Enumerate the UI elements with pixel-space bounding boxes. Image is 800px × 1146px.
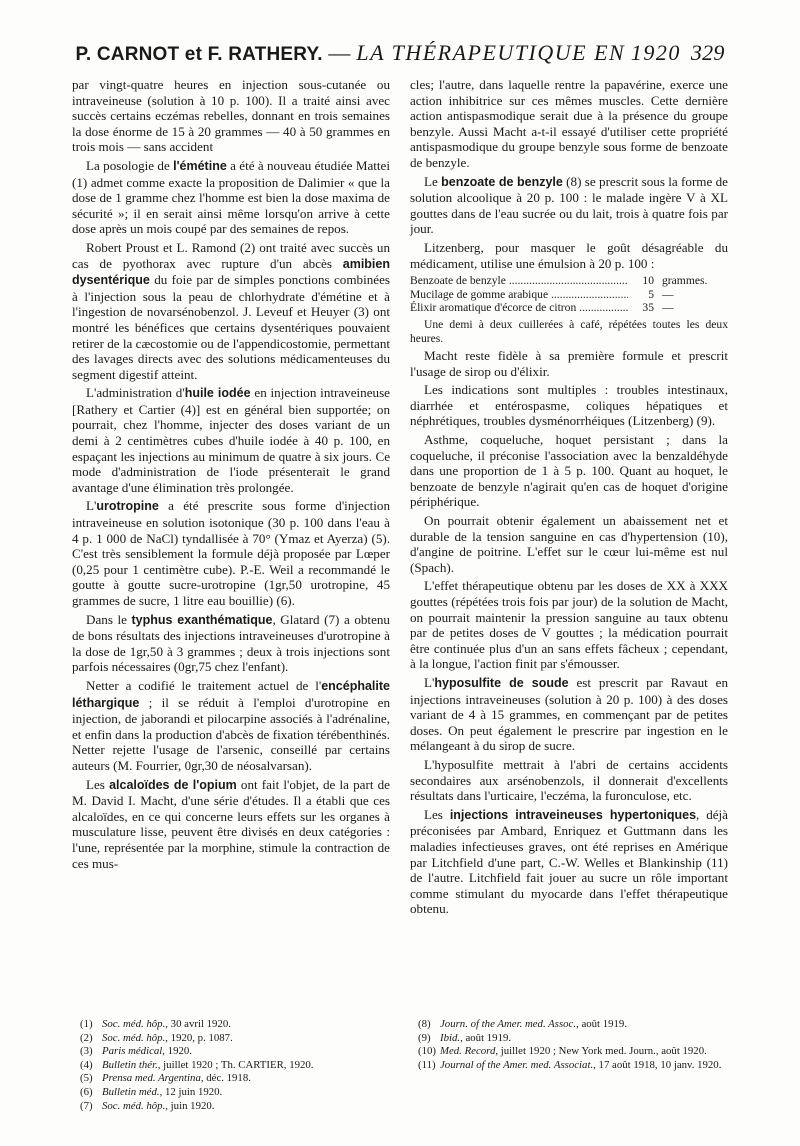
paragraph: Asthme, coqueluche, hoquet persistant ; dans la coqueluche, il préconise l'association avec la benzaldéhyde dans une proportion de 1 à 5 p. 100. Quant au hoquet, le benzoate de benzyle n'agirait qu'en cas de hoquet d'origine périphérique. xyxy=(410,432,728,510)
footnote: (3) Paris médical, 1920. xyxy=(80,1045,192,1058)
footnote: (8) Journ. of the Amer. med. Assoc., août 1919. xyxy=(418,1018,628,1030)
paragraph: Netter a codifié le traitement actuel de l'encéphalite léthargique ; il se réduit à l'emploi d'urotropine en injection, de jaborandi et pilocarpine associés à l'adrénaline, et enfin dans la production d'abcès de fixation térébenthinés. Netter rejette l'usage de l'arsenic, conseillé par certains auteurs (M. Fourrier, 0gr,30 de néosalvarsan). xyxy=(72,677,390,773)
recipe-unit: — xyxy=(662,287,674,301)
recipe-row xyxy=(410,274,728,288)
paragraph: Les injections intraveineuses hypertoniques, déjà préconisées par Ambard, Enriquez et Guttmann dans les maladies infectieuses graves, ont été reprises en Amérique par Litchfield d'une part, C.-W. Welles et Blankinship (11) de l'autre. Litchfield fait jouer au sucre un rôle important comme stimulant du myocarde dans l'effet thérapeutique obtenu. xyxy=(410,806,728,917)
paragraph: On pourrait obtenir également un abaissement net et durable de la tension sanguine en cas d'hypertension (10), d'angine de poitrine. L'effet sur le cœur lui-même est nul (Spach). xyxy=(410,513,728,575)
keyword: amibien dysentérique xyxy=(72,256,390,288)
recipe-table xyxy=(410,274,728,315)
footnote: (5) Prensa med. Argentina, déc. 1918. xyxy=(80,1072,251,1085)
paragraph: Le benzoate de benzyle (8) se prescrit sous la forme de solution alcoolique à 20 p. 100 : le malade ingère V à XL gouttes dans de l'eau sucrée ou du lait, trois à quatre fois par jour. xyxy=(410,173,728,237)
keyword: urotropine xyxy=(96,499,159,514)
footnote: (6) Bulletin méd., 12 juin 1920. xyxy=(80,1085,223,1098)
footnote: (2) Soc. méd. hôp., 1920, p. 1087. xyxy=(80,1031,233,1044)
running-head-year: 1920 xyxy=(630,40,681,65)
recipe-unit: — xyxy=(662,301,674,315)
paragraph: L'hyposulfite mettrait à l'abri de certains accidents secondaires aux arsénobenzols, il donnerait d'excellents résultats dans l'urticaire, l'eczéma, la furonculose, etc. xyxy=(410,756,728,804)
paragraph: Macht reste fidèle à sa première formule et prescrit l'usage de sirop ou d'élixir. xyxy=(410,348,728,379)
page-number: 329 xyxy=(690,40,725,65)
recipe-quantity: 10 xyxy=(642,274,654,288)
recipe-quantity: 35 xyxy=(642,301,654,315)
recipe-ingredient: Benzoate de benzyle ..... xyxy=(410,274,628,288)
paragraph: Dans le typhus exanthématique, Glatard (7) a obtenu de bons résultats des injections intraveineuses d'urotropine à la dose de 1gr,50 à 3 grammes ; deux à trois injections sont parfois nécessaires (0gr,75 chez l'enfant). xyxy=(72,611,390,675)
paragraph: L'urotropine a été prescrite sous forme d'injection intraveineuse en solution isotonique (30 p. 100 dans l'eau à 4 p. 1 000 de NaCl) tyndallisée à 70° (Ymaz et Ayerza) (5). C'est très sensiblement la formule déjà proposée par Lœper (0,25 pour 1 centimètre cube). P.-E. Weil a recommandé le goutte à goutte sucre-urotropine (1gr,50 urotropine, 45 grammes de sucre, 1 litre eau bouillie) (6). xyxy=(72,498,390,608)
recipe-ingredient: Élixir aromatique d'écorce de citron ..... xyxy=(410,301,628,315)
footnote: (4) Bulletin thér., juillet 1920 ; Th. CARTIER, 1920. xyxy=(80,1058,314,1071)
paragraph: cles; l'autre, dans laquelle rentre la papavérine, exerce une action inhibitrice sur ces mêmes muscles. Cette dernière action antispasmodique serait due à la présence du groupe benzyle. Aussi Macht a-t-il essayé d'utiliser cette propriété antispasmodique du groupe benzyle sous forme de benzoate de benzyle. xyxy=(410,77,728,170)
footnotes-left xyxy=(80,1018,380,1113)
footnote: (11) Journal of the Amer. med. Associat., 17 août 1918, 10 janv. 1920. xyxy=(418,1058,722,1071)
keyword: huile iodée xyxy=(184,386,251,401)
keyword: injections intraveineuses hypertoniques xyxy=(449,807,697,822)
right-column xyxy=(410,77,728,920)
footnote: (1) Soc. méd. hôp., 30 avril 1920. xyxy=(80,1018,231,1030)
paragraph: Les alcaloïdes de l'opium ont fait l'objet, de la part de M. David I. Macht, d'une série d'études. Il a établi que ces alcaloïdes, en ce qui concerne leurs effets sur les organes à musculature lisse, peuvent être divisés en deux catégories : l'une, représentée par la morphine, stimule la contraction de ces mus- xyxy=(72,776,390,871)
paragraph: La posologie de l'émétine a été à nouveau étudiée Mattei (1) admet comme exacte la proposition de Dalimier « que la dose de 1 gramme chez l'homme est bien la dose maxima de sécurité »; il en serait ainsi même lorsqu'on arrive à cette dose après un mois coupé par des semaines de repos. xyxy=(72,157,391,237)
recipe-unit: grammes. xyxy=(662,274,708,288)
footnotes-right xyxy=(418,1018,758,1072)
keyword: alcaloïdes de l'opium xyxy=(109,777,237,792)
footnote: (10) Med. Record, juillet 1920 ; New York med. Journ., août 1920. xyxy=(418,1045,707,1058)
paragraph: Les indications sont multiples : troubles intestinaux, diarrhée et entérospasme, coliques hépatiques et néphrétiques, troubles dysménorrhéiques (Litzenberg) (9). xyxy=(410,382,728,429)
keyword: benzoate de benzyle xyxy=(441,174,563,189)
left-column xyxy=(72,77,390,874)
running-head-authors: P. CARNOT et F. RATHERY. xyxy=(75,44,323,65)
keyword: l'émétine xyxy=(173,158,227,173)
paragraph: L'administration d'huile iodée en injection intraveineuse [Rathery et Cartier (4)] est en général bien supportée; on pourrait, chez l'homme, injecter des doses variant de un demi à 2 centimètres cubes d'huile iodée à 40 p. 100, en espaçant les injections au minimum de quatre à six jours. Ce mode d'administration de l'iode présenterait le grand avantage d'une élimination très prolongée. xyxy=(72,385,390,495)
keyword: hyposulfite de soude xyxy=(434,675,569,690)
paragraph: L'hyposulfite de soude est prescrit par Ravaut en injections intraveineuses (solution à 20 p. 100) à des doses variant de 4 à 15 grammes, en commençant par de petites doses. On peut également le prescrire par ingestion en le mélangeant à du sirop de sucre. xyxy=(410,674,729,754)
running-head-title: LA THÉRAPEUTIQUE EN xyxy=(356,40,626,65)
recipe-ingredient: Mucilage de gomme arabique ..... xyxy=(410,288,628,302)
recipe-note: Une demi à deux cuillerées à café, répétées toutes les deux heures. xyxy=(410,317,728,345)
paragraph: Litzenberg, pour masquer le goût désagréable du médicament, utilise une émulsion à 20 p. 100 : xyxy=(410,239,728,271)
footnote: (7) Soc. méd. hôp., juin 1920. xyxy=(80,1099,215,1112)
recipe-row xyxy=(410,301,728,315)
recipe-quantity: 5 xyxy=(648,287,654,301)
paragraph: par vingt-quatre heures en injection sous-cutanée ou intraveineuse (solution à 10 p. 100). Il a traité ainsi avec succès certains eczémas rebelles, donnant en trois semaines la dose énorme de 15 à 20 grammes — 40 à 50 grammes en trois mois — sans accident xyxy=(72,77,390,155)
paragraph: L'effet thérapeutique obtenu par les doses de XX à XXX gouttes (répétées trois fois par jour) de la solution de Macht, on pourrait maintenir la pression sanguine au taux obtenu par de petites doses de V gouttes ; la médication pourrait être continuée plus d'un an sans effets fâcheux ; cependant, à la longue, l'action finit par s'émousser. xyxy=(410,578,728,672)
running-head-dash: — xyxy=(322,40,357,65)
keyword: encéphalite léthargique xyxy=(72,678,390,710)
footnote: (9) Ibid., août 1919. xyxy=(418,1031,512,1044)
page-header xyxy=(0,40,800,68)
recipe-row xyxy=(410,288,728,302)
keyword: typhus exanthématique xyxy=(131,612,273,627)
paragraph: Robert Proust et L. Ramond (2) ont traité avec succès un cas de pyothorax avec rupture d'un abcès amibien dysentérique du foie par de simples ponctions combinées à l'injection sous la peau de chlorhydrate d'émétine et à l'ingestion de novarsénobenzol. J. Leveuf et Heuyer (3) ont montré les bénéfices que certains dysentériques pouvaient retirer de la cæcostomie ou de l'appendicostomie, permettant des lavages directs avec des solutions médicamenteuses du segment digestif atteint. xyxy=(72,239,390,382)
